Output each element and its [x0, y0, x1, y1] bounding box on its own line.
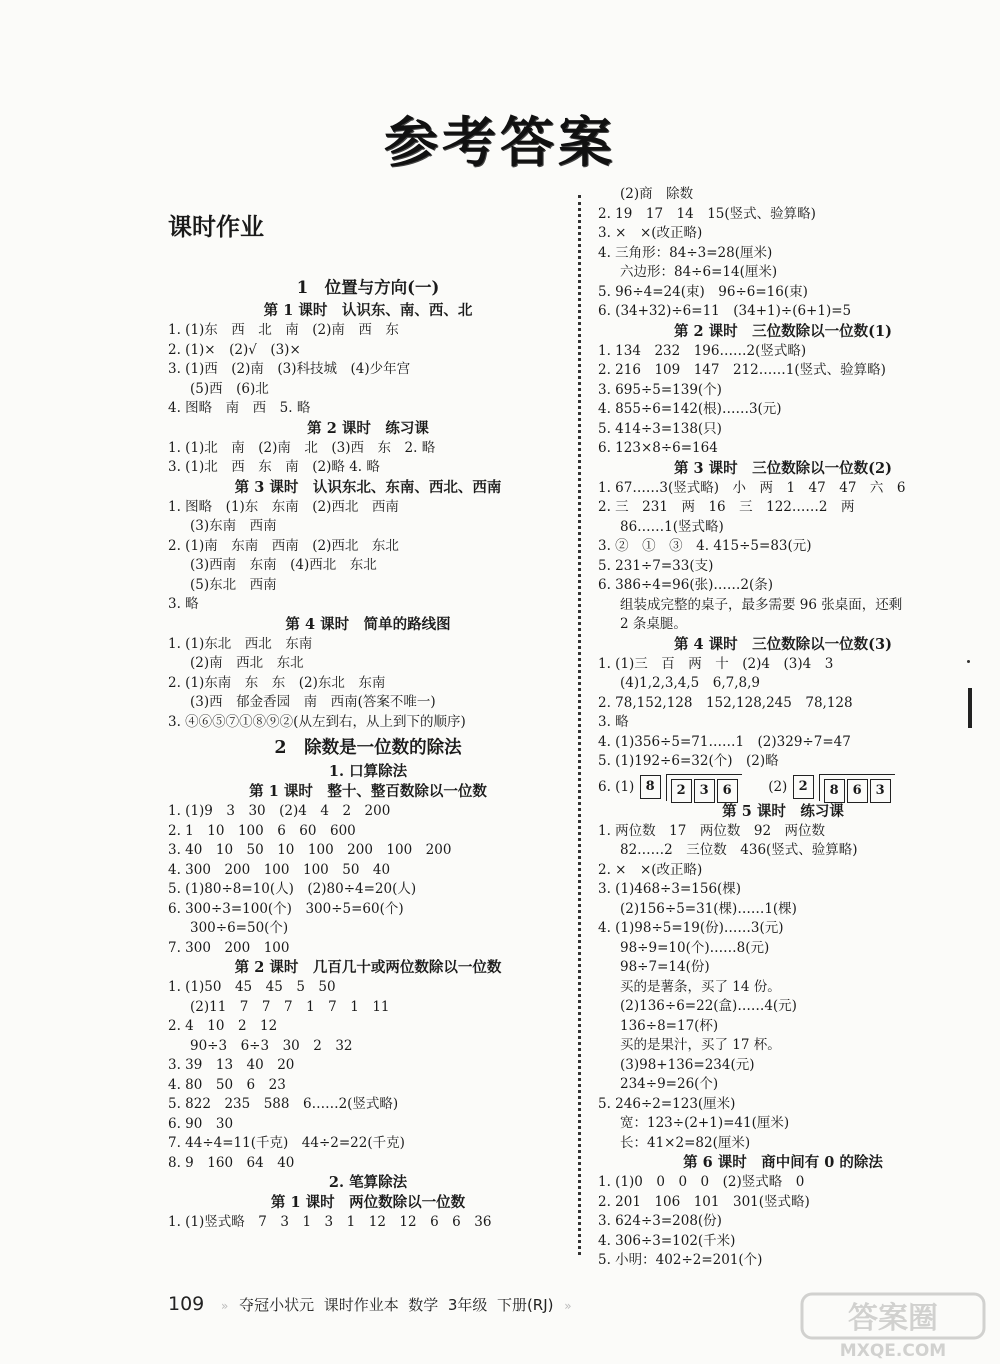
scan-mark [968, 688, 972, 728]
lesson-heading: 2. 笔算除法 [328, 1174, 408, 1191]
q6a-digit-box: 2 [671, 779, 692, 803]
answer-line: 90÷3 6÷3 30 2 32 [190, 1037, 353, 1054]
answer-line: 2. 4 10 2 12 [168, 1018, 278, 1034]
footer-series: 夺冠小状元 [239, 1296, 315, 1314]
svg-text:答案圈: 答案圈 [848, 1301, 938, 1336]
lesson-heading: 第 3 课时 三位数除以一位数(2) [674, 459, 892, 477]
answer-line: 买的是果汁，买了 17 杯。 [620, 1037, 781, 1053]
answer-line: 234÷9=26(个) [620, 1076, 719, 1092]
answer-line: 1. 67……3(竖式略) 小 两 1 47 47 六 6 [598, 479, 906, 496]
answer-line: 2. 三 231 两 16 三 122……2 两 [598, 499, 855, 515]
answer-line: 3. × ×(改正略) [598, 225, 703, 241]
q6a-digit-box: 3 [694, 779, 715, 803]
answer-line: 1. (1)北 南 (2)南 北 (3)西 东 2. 略 [168, 439, 436, 456]
scan-dot [967, 660, 970, 663]
division-boxes-row [598, 772, 968, 802]
answer-line: (3)西 郁金香园 南 西南(答案不唯一) [190, 694, 436, 710]
lesson-heading: 第 6 课时 商中间有 0 的除法 [683, 1154, 883, 1171]
answer-line: 6. 300÷3=100(个) 300÷5=60(个) [168, 900, 404, 917]
answer-line: 5. (1)80÷8=10(人) (2)80÷4=20(人) [168, 881, 417, 897]
page-title: 参考答案 [384, 111, 616, 174]
chapter-heading: 2 除数是一位数的除法 [274, 738, 462, 758]
answer-line: 2 条桌腿。 [620, 616, 687, 632]
answer-line: (5)东北 西南 [190, 576, 277, 593]
footer-subject: 数学 [408, 1296, 439, 1314]
answer-line: 3. (1)北 西 东 南 (2)略 4. 略 [168, 459, 380, 475]
answer-line: 1. (1)50 45 45 5 50 [168, 979, 336, 995]
answer-line: 2. (1)东南 东 东 (2)东北 东南 [168, 674, 386, 691]
answer-line: 1. (1)9 3 30 (2)4 4 2 200 [168, 803, 391, 819]
answer-line: 1. 图略 (1)东 东南 (2)西北 西南 [168, 498, 399, 515]
answer-line: 82……2 三位数 436(竖式、验算略) [620, 842, 858, 858]
answer-line: 买的是薯条，买了 14 份。 [620, 978, 781, 995]
q6b-digit-box: 3 [870, 779, 891, 803]
answer-line: 2. 216 109 147 212……1(竖式、验算略) [598, 362, 886, 378]
answer-line: (2)136÷6=22(盒)……4(元) [620, 998, 797, 1014]
section-heading: 课时作业 [168, 213, 264, 241]
footer-book: 课时作业本 [323, 1296, 399, 1314]
answer-line: (2)商 除数 [620, 186, 694, 202]
chevron-icon: » [221, 1299, 229, 1313]
lesson-heading: 第 2 课时 几百几十或两位数除以一位数 [234, 959, 502, 976]
footer-grade: 3年级 [447, 1296, 488, 1314]
lesson-heading: 第 1 课时 两位数除以一位数 [270, 1194, 466, 1211]
answer-line: 86……1(竖式略) [620, 518, 724, 535]
watermark-logo-icon [798, 1290, 988, 1360]
q6a-digit-box: 6 [717, 779, 738, 803]
answer-line: 98÷9=10(个)……8(元) [620, 939, 770, 956]
answer-line: 4. 300 200 100 100 50 40 [168, 861, 391, 878]
answer-line: 2. 19 17 14 15(竖式、验算略) [598, 205, 816, 222]
answer-line: 5. 231÷7=33(支) [598, 557, 714, 574]
answer-line: 6. (34+32)÷6=11 (34+1)÷(6+1)=5 [598, 303, 852, 319]
page-footer [168, 1293, 578, 1315]
right-column [598, 185, 968, 1271]
answer-line: 4. 306÷3=102(千米) [598, 1232, 736, 1249]
answer-line: 6. 90 30 [168, 1115, 234, 1132]
left-answer-list [168, 275, 568, 1233]
answer-line: 2. 201 106 101 301(竖式略) [598, 1193, 810, 1210]
q6a-divisor-box: 8 [640, 775, 661, 799]
answer-line: (4)1,2,3,4,5 6,7,8,9 [620, 675, 760, 691]
answer-line: 1. (1)东北 西北 东南 [168, 635, 313, 652]
answer-line: 3. (1)468÷3=156(棵) [598, 881, 742, 897]
lesson-heading: 第 1 课时 整十、整百数除以一位数 [249, 783, 487, 800]
lesson-heading: 第 4 课时 简单的路线图 [285, 615, 451, 633]
answer-line: 1. 134 232 196……2(竖式略) [598, 342, 807, 359]
q6b-divisor-box: 2 [793, 775, 814, 799]
answer-line: 宽：123÷(2+1)=41(厘米) [620, 1115, 790, 1131]
column-divider [578, 195, 581, 1255]
answer-line: 3. 略 [598, 714, 629, 730]
right-answer-list-top [598, 185, 968, 772]
answer-line: 5. 96÷4=24(束) 96÷6=16(束) [598, 283, 808, 300]
chapter-heading: 1 位置与方向(一) [296, 278, 440, 297]
answer-line: 组装成完整的桌子，最多需要 96 张桌面，还剩 [620, 596, 903, 613]
q6a-dividend-bracket [666, 774, 742, 801]
answer-line: (5)西 (6)北 [190, 380, 269, 397]
answer-line: (3)98+136=234(元) [620, 1056, 755, 1073]
svg-text:MXQE.COM: MXQE.COM [839, 1341, 947, 1360]
answer-line: 长：41×2=82(厘米) [620, 1134, 751, 1151]
q6b-digit-box: 6 [847, 779, 868, 803]
answer-line: 3. 40 10 50 10 100 200 100 200 [168, 842, 452, 858]
lesson-heading: 第 1 课时 认识东、南、西、北 [263, 302, 473, 319]
q6-label: 6. (1) [598, 778, 635, 795]
answer-line: 4. (1)98÷5=19(份)……3(元) [598, 920, 784, 936]
answer-line: 5. 414÷3=138(只) [598, 420, 722, 437]
answer-line: 3. (1)西 (2)南 (3)科技城 (4)少年宫 [168, 361, 411, 377]
answer-line: 3. ② ① ③ 4. 415÷5=83(元) [598, 538, 812, 554]
answer-line: 2. (1)南 东南 西南 (2)西北 东北 [168, 537, 399, 554]
answer-line: 1. 两位数 17 两位数 92 两位数 [598, 822, 826, 839]
answer-line: 1. (1)东 西 北 南 (2)南 西 东 [168, 322, 399, 338]
lesson-heading: 第 5 课时 练习课 [722, 802, 844, 820]
answer-line: 4. 三角形：84÷3=28(厘米) [598, 244, 773, 261]
answer-line: 5. 246÷2=123(厘米) [598, 1095, 736, 1112]
answer-line: 1. (1)竖式略 7 3 1 3 1 12 12 6 6 36 [168, 1214, 492, 1230]
answer-line: 5. (1)192÷6=32(个) (2)略 [598, 753, 779, 769]
answer-line: 6. 123×8÷6=164 [598, 440, 718, 456]
answer-line: 3. ④⑥⑤⑦①⑧⑨②(从左到右，从上到下的顺序) [168, 713, 466, 730]
answer-line: 4. (1)356÷5=71……1 (2)329÷7=47 [598, 733, 851, 750]
answer-line: 2. 1 10 100 6 60 600 [168, 822, 356, 839]
answer-line: 98÷7=14(份) [620, 959, 710, 975]
answer-line: (2)南 西北 东北 [190, 655, 304, 671]
answer-line: 4. 图略 南 西 5. 略 [168, 400, 311, 416]
answer-line: 2. (1)× (2)√ (3)× [168, 341, 301, 358]
answer-line: 7. 44÷4=11(千克) 44÷2=22(千克) [168, 1135, 405, 1151]
answer-line: 3. 39 13 40 20 [168, 1057, 295, 1073]
answer-line: (3)东南 西南 [190, 518, 277, 534]
answer-line: (2)156÷5=31(棵)……1(棵) [620, 900, 797, 917]
answer-line: 3. 略 [168, 596, 199, 612]
answer-line: 2. 78,152,128 152,128,245 78,128 [598, 694, 853, 711]
answer-line: 2. × ×(改正略) [598, 861, 703, 878]
answer-line: 8. 9 160 64 40 [168, 1154, 295, 1171]
q6b-label: (2) [768, 778, 788, 795]
answer-line: 300÷6=50(个) [190, 920, 289, 936]
right-answer-list-bottom [598, 802, 968, 1271]
answer-line: 1. (1)三 百 两 十 (2)4 (3)4 3 [598, 655, 834, 672]
answer-line: 7. 300 200 100 [168, 939, 290, 956]
lesson-heading: 第 2 课时 练习课 [307, 419, 429, 437]
answer-line: (2)11 7 7 7 1 7 1 11 [190, 998, 390, 1015]
answer-line: 4. 80 50 6 23 [168, 1076, 286, 1093]
chevron-icon: » [564, 1299, 572, 1313]
q6b-digit-box: 8 [824, 779, 845, 803]
answer-line: 3. 624÷3=208(份) [598, 1213, 722, 1229]
lesson-heading: 1. 口算除法 [328, 763, 408, 780]
answer-line: 5. 822 235 588 6……2(竖式略) [168, 1096, 399, 1112]
footer-volume: 下册(RJ) [496, 1296, 554, 1314]
answer-line: 6. 386÷4=96(张)……2(条) [598, 577, 773, 593]
lesson-heading: 第 3 课时 认识东北、东南、西北、西南 [234, 478, 502, 496]
lesson-heading: 第 4 课时 三位数除以一位数(3) [674, 635, 892, 653]
answer-line: 六边形：84÷6=14(厘米) [620, 264, 778, 280]
answer-line: 136÷8=17(杯) [620, 1017, 719, 1034]
lesson-heading: 第 2 课时 三位数除以一位数(1) [674, 322, 892, 340]
q6b-dividend-bracket [819, 774, 895, 801]
answer-line: 1. (1)0 0 0 0 (2)竖式略 0 [598, 1174, 805, 1190]
answer-line: (3)西南 东南 (4)西北 东北 [190, 557, 377, 573]
page-number: 109 [168, 1293, 205, 1315]
left-column [168, 185, 568, 1233]
answer-line: 5. 小明：402÷2=201(个) [598, 1252, 763, 1268]
answer-line: 3. 695÷5=139(个) [598, 381, 722, 398]
answer-line: 4. 855÷6=142(根)……3(元) [598, 401, 782, 417]
